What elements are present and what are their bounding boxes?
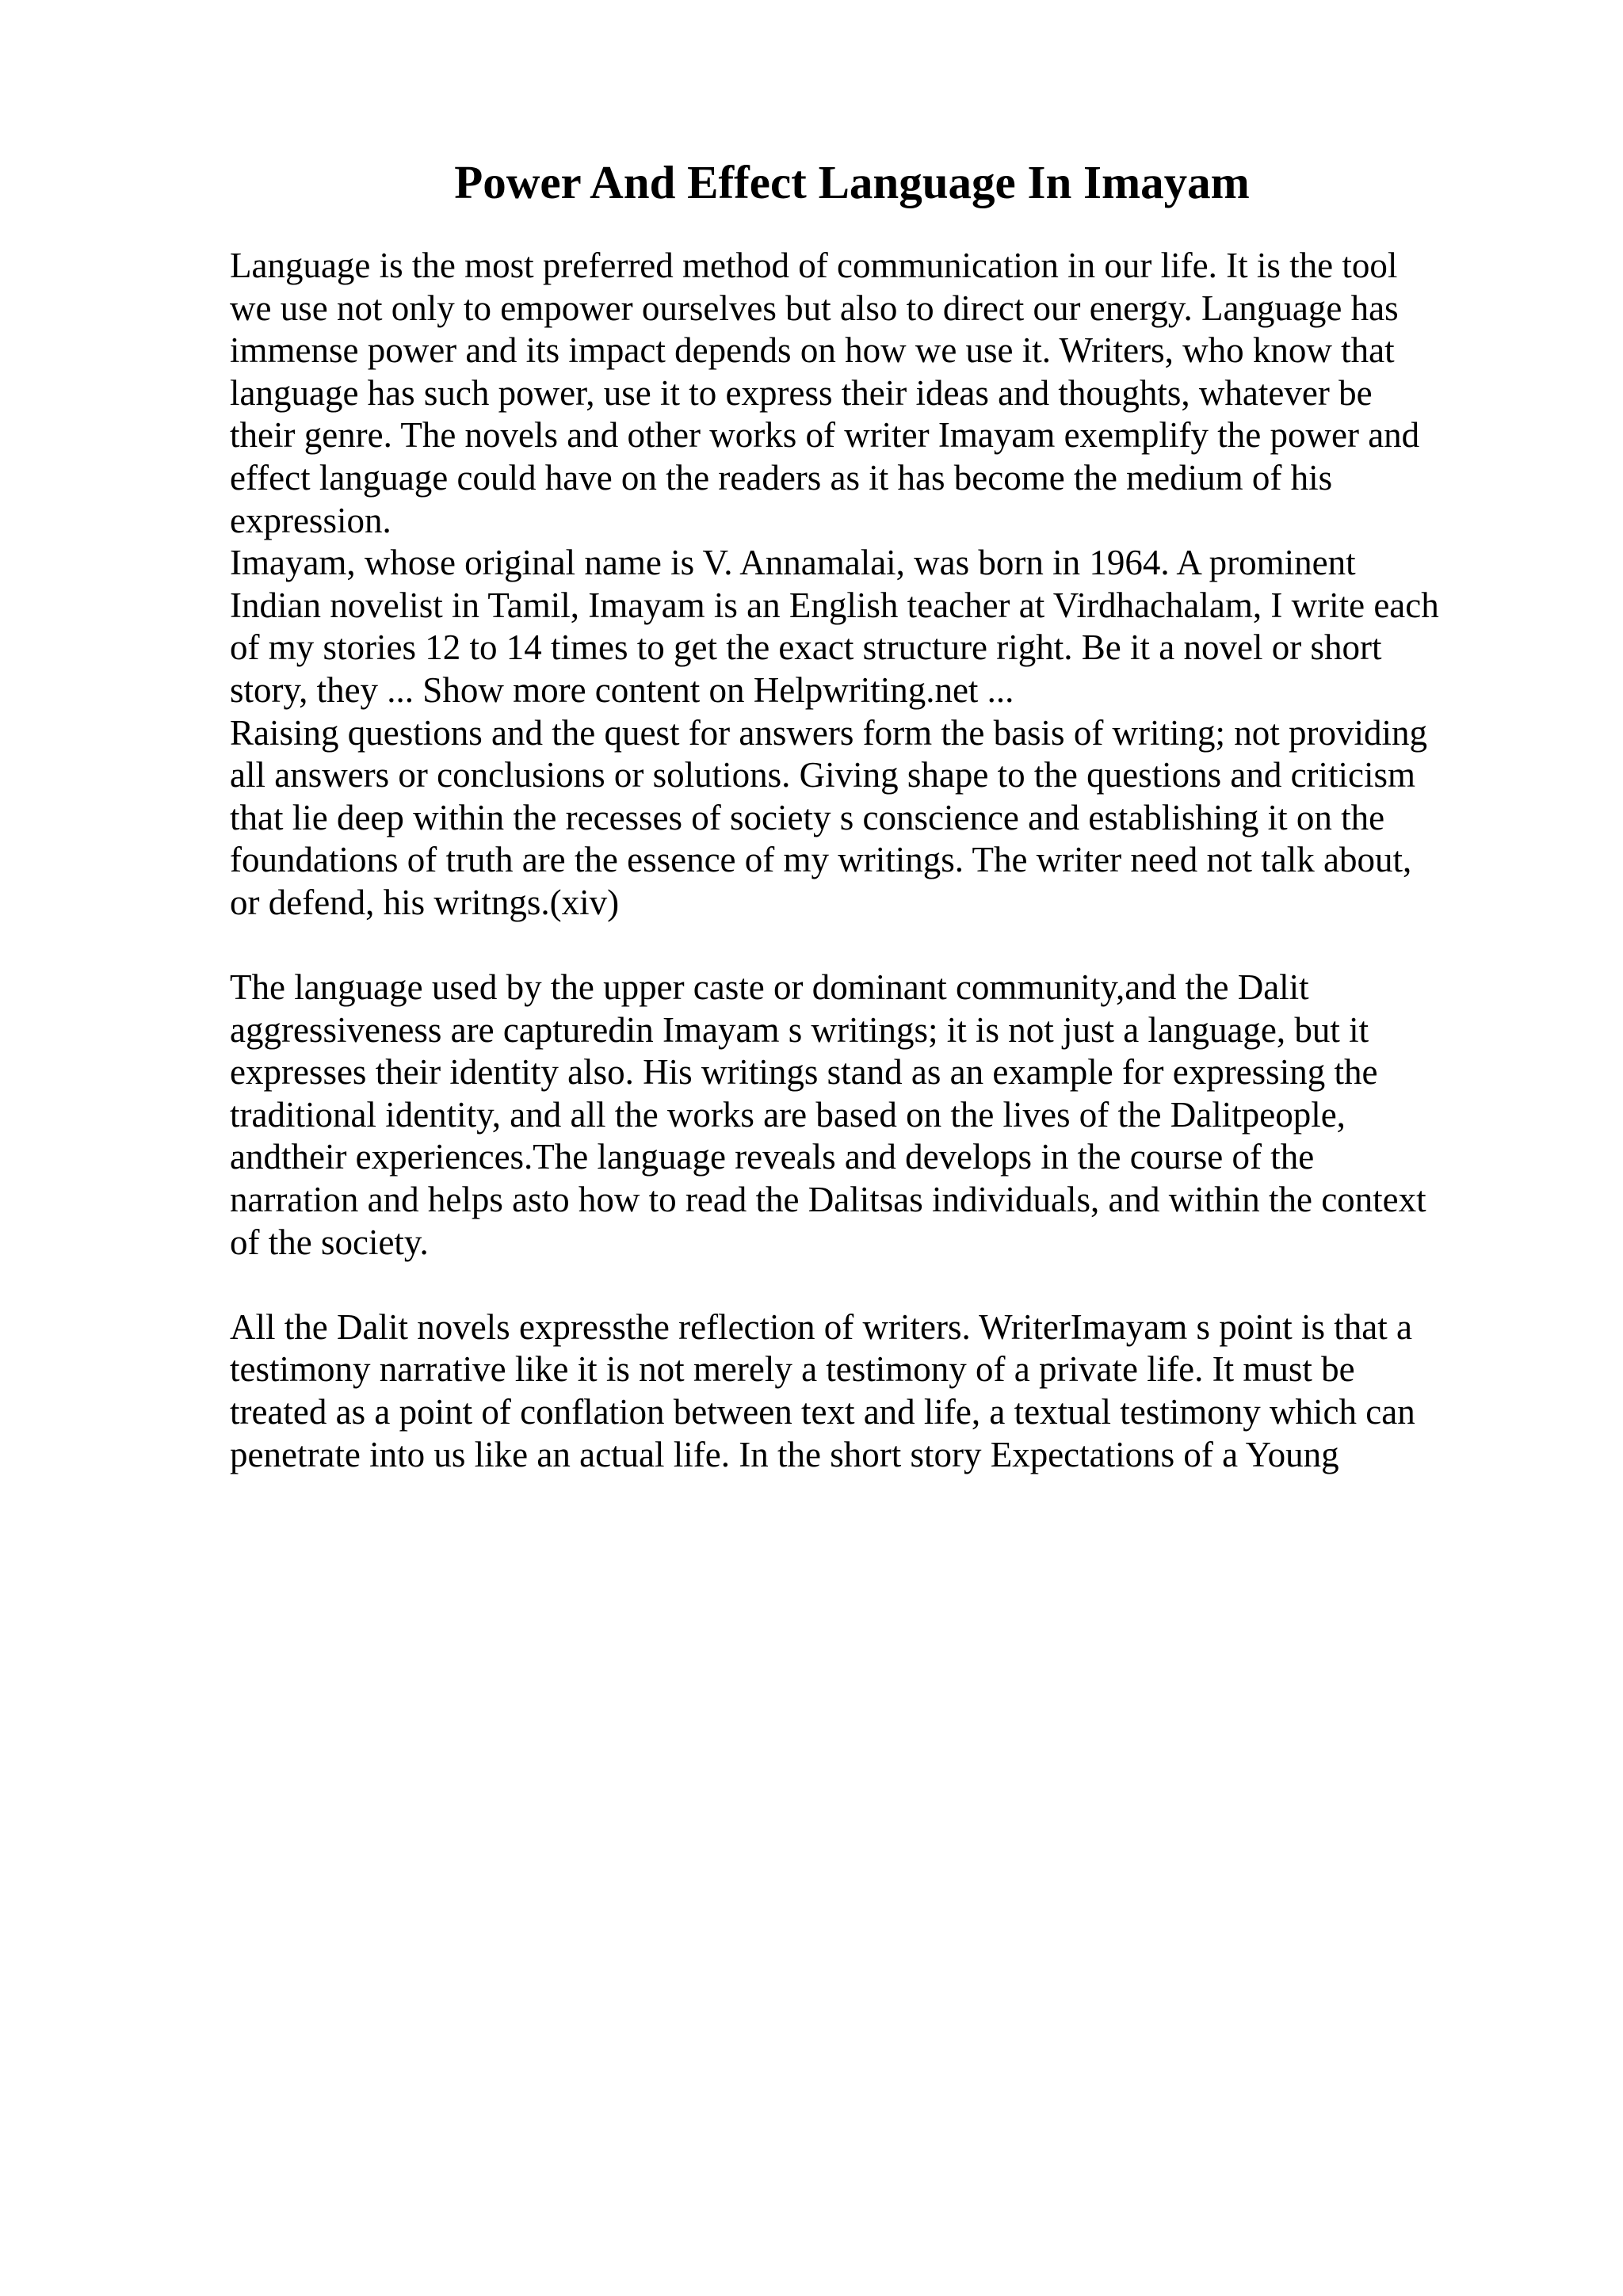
text-line: immense power and its impact depends on how we use it. Writers, who know that — [230, 330, 1395, 371]
paragraph-spacer — [230, 925, 1498, 967]
paragraph-4 — [230, 967, 1498, 1264]
text-line: of my stories 12 to 14 times to get the exact structure right. Be it a novel or short — [230, 627, 1382, 668]
text-line: their genre. The novels and other works of writer Imayam exemplify the power and — [230, 415, 1420, 456]
text-line: we use not only to empower ourselves but also to direct our energy. Language has — [230, 288, 1399, 328]
text-line: that lie deep within the recesses of society s conscience and establishing it on the — [230, 797, 1385, 837]
document-title: Power And Effect Language In Imayam — [454, 156, 1250, 208]
text-line: testimony narrative like it is not merely a testimony of a private life. It must be — [230, 1349, 1355, 1390]
text-line: effect language could have on the readers as it has become the medium of his — [230, 457, 1333, 498]
text-line: expresses their identity also. His writings stand as an example for expressing the — [230, 1052, 1378, 1093]
document-body — [230, 245, 1498, 1476]
paragraph-3 — [230, 712, 1498, 925]
text-line: All the Dalit novels expressthe reflection of writers. WriterImayam s point is that a — [230, 1306, 1412, 1347]
text-line: Imayam, whose original name is V. Annamalai, was born in 1964. A prominent — [230, 543, 1356, 583]
text-line: The language used by the upper caste or dominant community,and the Dalit — [230, 967, 1309, 1008]
text-line: story, they ... Show more content on Helpwriting.net ... — [230, 669, 1014, 710]
paragraph-1 — [230, 245, 1498, 542]
text-line: all answers or conclusions or solutions. Giving shape to the questions and criticism — [230, 755, 1416, 795]
paragraph-spacer — [230, 1264, 1498, 1306]
text-line: narration and helps asto how to read the Dalitsas individuals, and within the context — [230, 1180, 1426, 1220]
text-line: of the society. — [230, 1222, 429, 1262]
text-line: foundations of truth are the essence of my writings. The writer need not talk about, — [230, 840, 1412, 880]
text-line: treated as a point of conflation between text and life, a textual testimony which can — [230, 1392, 1415, 1432]
text-line: andtheir experiences.The language reveals and develops in the course of the — [230, 1137, 1315, 1177]
text-line: expression. — [230, 500, 391, 540]
text-line: or defend, his writngs.(xiv) — [230, 882, 620, 922]
text-line: traditional identity, and all the works are based on the lives of the Dalitpeople, — [230, 1094, 1346, 1135]
text-line: language has such power, use it to express their ideas and thoughts, whatever be — [230, 372, 1373, 413]
text-line: Raising questions and the quest for answers form the basis of writing; not providing — [230, 712, 1428, 753]
paragraph-5 — [230, 1306, 1498, 1476]
paragraph-2 — [230, 542, 1498, 711]
text-line: Language is the most preferred method of communication in our life. It is the tool — [230, 246, 1398, 285]
text-line: Indian novelist in Tamil, Imayam is an English teacher at Virdhachalam, I write each — [230, 585, 1439, 625]
text-line: penetrate into us like an actual life. In the short story Expectations of a Young — [230, 1434, 1339, 1474]
text-line: aggressiveness are capturedin Imayam s writings; it is not just a language, but it — [230, 1009, 1369, 1050]
